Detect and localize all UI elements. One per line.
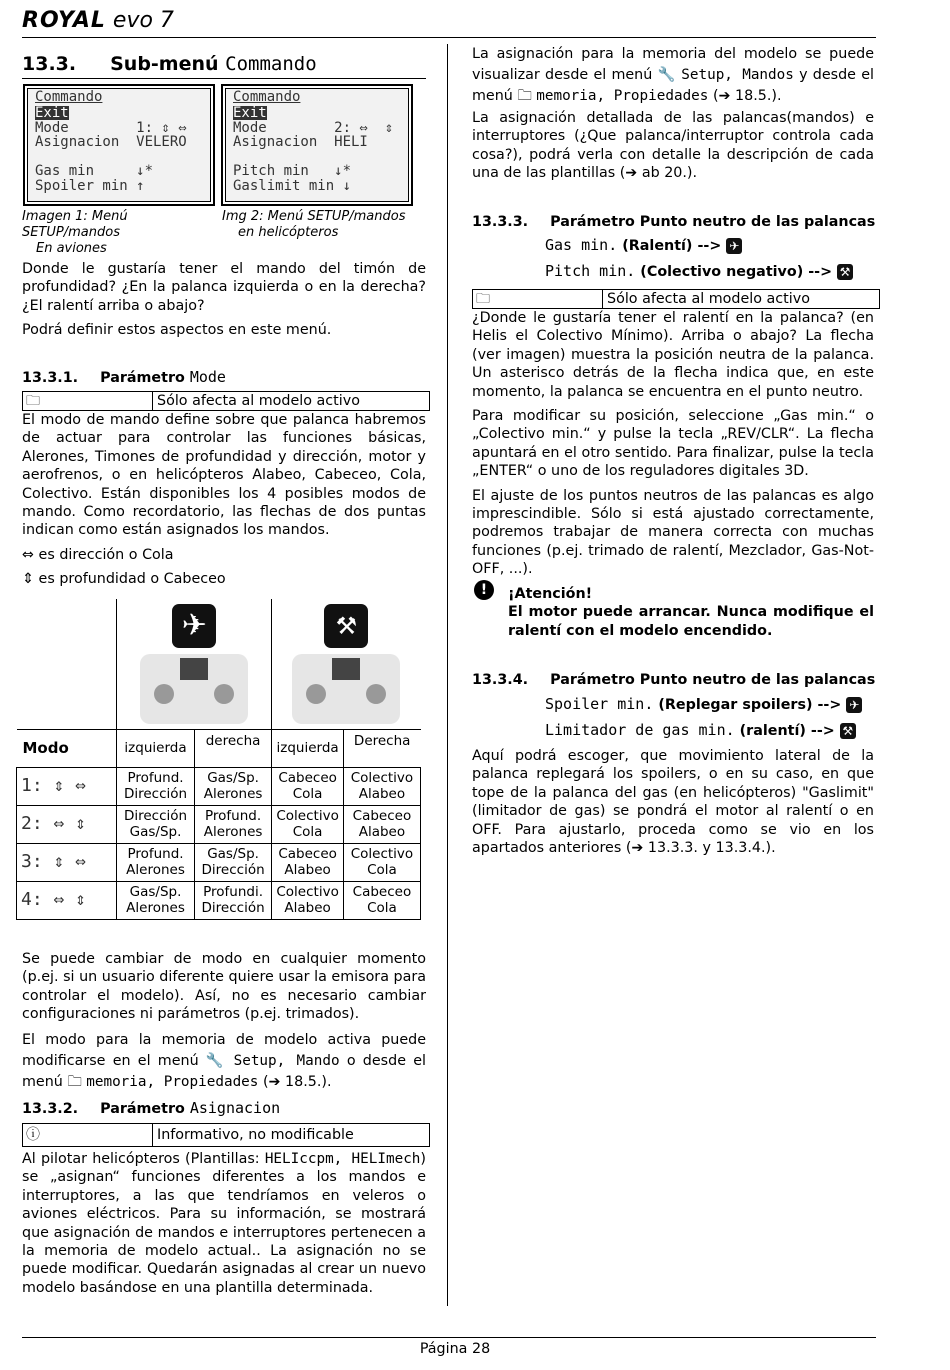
column-header: derecha [194,729,272,767]
lcd-title: Commando [233,89,301,105]
transmitter-image [140,654,248,724]
brand-header: ROYAL evo 7 [22,8,174,33]
subsection-mode-title: 13.3.1. Parámetro Mode [22,368,226,386]
helicopter-icon: ⚒ [837,264,853,280]
caption-img1: Imagen 1: Menú SETUP/mandos En aviones [22,209,128,256]
modes-table [16,599,421,920]
vertical-arrow-icon: ⇕ [22,571,34,588]
table-row [17,805,421,843]
table-cell: Profund. Dirección [117,767,195,805]
column-divider [447,44,448,1306]
column-header: izquierda [272,729,344,767]
lcd-line: Mode 2: ⇔ ⇕ [233,119,394,136]
mode-change-text: Se puede cambiar de modo en cualquier momento (p.ej. si un usuario diferente quiere usar la emisora para controlar el modelo). Así, no es necesario cambiar configuraciones ni parámetros (p.ej. trimados). El modo para la memoria de modelo activa puede modificarse en el menú 🔧 Setup, Mando o desde el menú 🗀 memoria, Propiedades (➔ 18.5.). [22,951,426,1090]
table-cell: Profund. Alerones [117,843,195,881]
column-header: Derecha [343,729,420,767]
right-intro: La asignación para la memoria del modelo se puede visualizar desde el menú 🔧 Setup, Mandos y desde el menú 🗀 memoria, Propiedades (➔ 18.5.). La asignación detallada de las palancas(mandos) e interruptores (¿Que palanca/interruptor controla cada cosa?), podrá verla con detalle la descripción de cada una de las plantillas (➔ ab 20.). [472,46,874,182]
helicopter-icon: ⚒ [324,604,368,648]
table-cell: Cabeceo Alabeo [343,805,420,843]
mode-cell: 3: ⇕ ⇔ [17,843,117,881]
horizontal-arrow-icon: ⇔ [22,546,34,563]
table-cell: Profundi. Dirección [194,881,272,919]
lcd-line: Pitch min ↓* [233,163,352,179]
info-box-informativo: ⓘ Informativo, no modificable [22,1123,430,1147]
column-header: izquierda [117,729,195,767]
airplane-column-header [117,599,272,729]
table-row [17,843,421,881]
table-cell: Cabeceo Cola [272,767,344,805]
lcd-title: Commando [35,89,103,105]
lcd-screen-helicopteros [221,84,413,206]
pitch-min-line: Pitch min. (Colectivo negativo) --> ⚒ [545,262,853,280]
modo-header: Modo [17,729,117,767]
table-cell: Gas/Sp. Alerones [194,767,272,805]
table-cell: Cabeceo Cola [343,881,420,919]
intro-text: Donde le gustaría tener el mando del timón de profundidad? ¿En la palanca izquierda o en la derecha? ¿El ralentí arriba o abajo? Podrá definir estos aspectos en este menú. [22,261,426,339]
mode-cell: 2: ⇔ ⇕ [17,805,117,843]
warning-icon: ! [474,580,494,600]
table-cell: Profund. Alerones [194,805,272,843]
table-row [17,881,421,919]
lcd-exit: Exit [233,104,267,121]
spoiler-description: Aquí podrá escoger, que movimiento lateral de la palanca replegará los spoilers, o en su caso, en que tope de la palanca del gas (en helicópteros) "Gaslimit" (limitador de gas) se pondrá el motor al ralentí o en OFF. Para ajustarlo, proceda como se vio en los apartados anteriores (➔ 13.3.3. y 13.3.4.). [472,748,874,857]
subsection-neutral-2-title: 13.3.4. Parámetro Punto neutro de las palancas [472,672,876,688]
airplane-icon: ✈ [726,238,742,254]
page-number: Página 28 [419,1341,491,1357]
table-cell: Dirección Gas/Sp. [117,805,195,843]
folder-icon: 🗀 [517,88,532,104]
folder-icon: 🗀 [473,290,603,308]
mode-cell: 1: ⇕ ⇔ [17,767,117,805]
info-icon: ⓘ [23,1124,153,1146]
title-rule [22,78,426,79]
table-cell: Cabeceo Alabeo [272,843,344,881]
neutral-description: ¿Donde le gustaría tener el ralentí en la palanca? (en Helis el Colectivo Mínimo). Arriba o abajo? La flecha (ver imagen) muestra la posición neutra de la palanca. Un asterisco detrás de la flecha indica que, en este momento, la palanca se encuentra en el punto neutro. Para modificar su posición, seleccione „Gas min.“ o „Colectivo min.“ y pulse la tecla „REV/CLR“. La flecha apuntará en el otro sentido. Para finalizar, pulse la tecla „ENTER“ o uno de los reguladores digitales 3D. El ajuste de los puntos neutros de las palancas es algo imprescindible. Sólo si está ajustado correctamente, podremos trabajar de manera correcta con muchas funciones (p.ej. trimado de ralentí, Mezclador, Gas-Not-OFF, ...). [472,310,874,578]
lcd-exit: Exit [35,104,69,121]
table-cell: Gas/Sp. Dirección [194,843,272,881]
lcd-line: Spoiler min ↑ [35,177,145,194]
header-rule [22,37,876,38]
table-cell: Colectivo Cola [343,843,420,881]
lcd-line: Gas min ↓* [35,163,154,179]
transmitter-image [292,654,400,724]
table-cell: Colectivo Cola [272,805,344,843]
info-box-modelo-activo: 🗀 Sólo afecta al modelo activo [22,391,430,411]
lcd-line: Asignacion HELI [233,134,368,150]
wrench-icon: 🔧 [205,1052,227,1069]
lcd-screen-aviones [23,84,215,206]
limitador-gas-line: Limitador de gas min. (ralentí) --> ⚒ [545,721,856,739]
table-cell: Colectivo Alabeo [272,881,344,919]
subsection-asignacion-title: 13.3.2. Parámetro Asignacion [22,1099,281,1117]
folder-icon: 🗀 [67,1073,82,1090]
table-cell: Gas/Sp. Alerones [117,881,195,919]
table-row [17,767,421,805]
folder-icon: 🗀 [23,392,153,410]
gas-min-line: Gas min. (Ralentí) --> ✈ [545,236,742,254]
warning-text: ¡Atención! El motor puede arrancar. Nunca modifique el ralentí con el modelo encendido. [508,586,874,639]
lcd-line: Asignacion VELERO [35,134,187,150]
footer-rule [22,1337,876,1338]
mode-description: El modo de mando define sobre que palanca habremos de actuar para controlar las funciones básicas, Alerones, Timones de profundidad y dirección, motor y aerofrenos, o en helicópteros Alabeo, Cabeceo, Cola, Colectivo. Están disponibles los 4 posibles modos de mando. Como recordatorio, las flechas de dos puntas indican como están asignados los mandos. ⇔ es dirección o Cola ⇕ es profundidad o Cabeceo [22,412,426,588]
table-corner [17,599,117,729]
lcd-line [35,150,187,165]
lcd-line: Gaslimit min ↓ [233,177,352,194]
airplane-icon: ✈ [846,697,862,713]
section-title: 13.3. Sub-menú Commando [22,53,317,75]
table-cell: Colectivo Alabeo [343,767,420,805]
subsection-neutral-title: 13.3.3. Parámetro Punto neutro de las palancas [472,214,876,230]
mode-cell: 4: ⇔ ⇕ [17,881,117,919]
helicopter-icon: ⚒ [840,723,856,739]
helicopter-column-header [272,599,421,729]
caption-img2: Img 2: Menú SETUP/mandos en helicópteros [222,209,406,240]
lcd-line [233,150,393,165]
spoiler-min-line: Spoiler min. (Replegar spoilers) --> ✈ [545,695,862,713]
lcd-line: Mode 1: ⇕ ⇔ [35,119,187,136]
asignacion-description: Al pilotar helicópteros (Plantillas: HELIccpm, HELImech) se „asignan“ funciones diferentes a los mandos e interruptores, a las que tendríamos en veleros o aviones eléctricos. Para su información, se mostrará que asignación de mandos e interruptores pertenecen a la memoria de modelo actual.. La asignación no se puede modificar. Quedarán asignadas al crear un nuevo modelo basándose en una plantilla determinada. [22,1151,426,1296]
airplane-icon: ✈ [172,604,216,648]
info-box-modelo-activo-2: 🗀 Sólo afecta al modelo activo [472,289,880,309]
wrench-icon: 🔧 [657,67,677,83]
